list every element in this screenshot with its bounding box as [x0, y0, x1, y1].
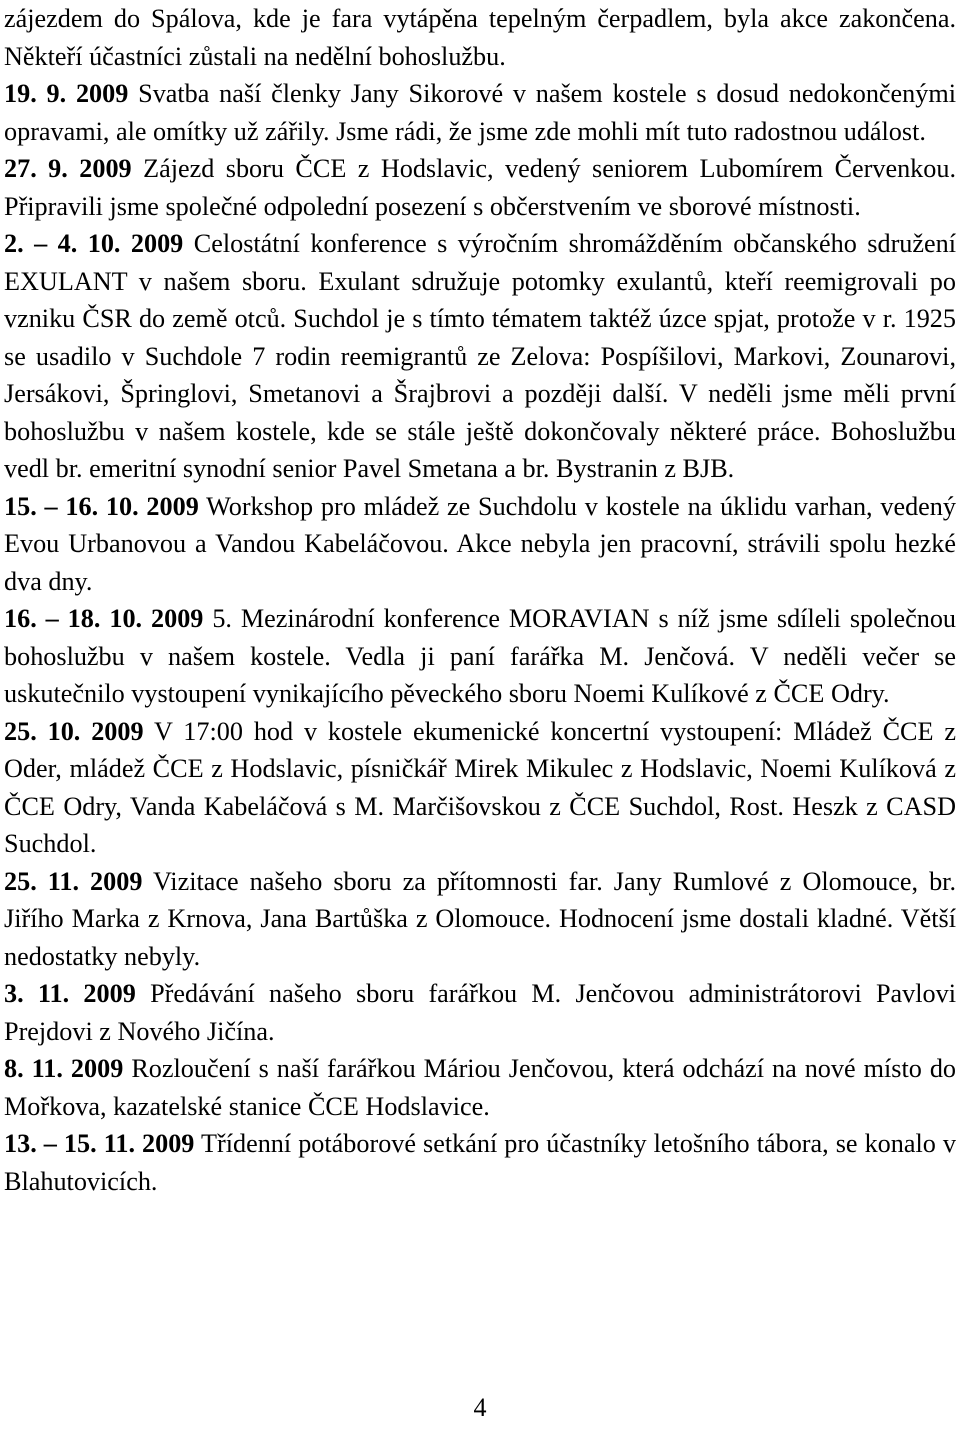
chronicle-entry — [4, 488, 956, 601]
chronicle-entry — [4, 600, 956, 713]
entry-date: 27. 9. 2009 — [4, 154, 132, 183]
entry-date: 2. – 4. 10. 2009 — [4, 229, 184, 258]
chronicle-entry — [4, 975, 956, 1050]
entry-text: Třídenní potáborové setkání pro účastníky letošního tábora, se konalo v Blahutovicích. — [4, 1129, 956, 1196]
chronicle-entry — [4, 713, 956, 863]
chronicle-entries — [4, 75, 956, 1200]
chronicle-entry — [4, 75, 956, 150]
entry-date: 16. – 18. 10. 2009 — [4, 604, 204, 633]
chronicle-entry — [4, 225, 956, 488]
entry-text: 5. Mezinárodní konference MORAVIAN s níž jsme sdíleli společnou bohoslužbu v našem kostele. Vedla ji paní farářka M. Jenčová. V neděli večer se uskutečnilo vystoupení vynikajícího pěveckého sboru Noemi Kulíkové z ČCE Odry. — [4, 604, 957, 708]
entry-text: Workshop pro mládež ze Suchdolu v kostele na úklidu varhan, vedený Evou Urbanovou a Vandou Kabeláčovou. Akce nebyla jen pracovní, strávili spolu hezké dva dny. — [4, 491, 956, 596]
entry-text: V 17:00 hod v kostele ekumenické koncertní vystoupení: Mládež ČCE z Oder, mládež ČCE z Hodslavic, písničkář Mirek Mikulec z Hodslavic, Noemi Kulíková z ČCE Odry, Vanda Kabeláčová s M. Marčišovskou z ČCE Suchdol, Rost. Heszk z CASD Suchdol. — [4, 716, 957, 858]
entry-date: 3. 11. 2009 — [4, 979, 136, 1008]
entry-date: 13. – 15. 11. 2009 — [4, 1129, 195, 1158]
entry-date: 8. 11. 2009 — [4, 1054, 124, 1083]
entry-date: 15. – 16. 10. 2009 — [4, 491, 199, 521]
entry-date: 19. 9. 2009 — [4, 79, 129, 108]
page-number: 4 — [473, 1393, 487, 1422]
chronicle-entry — [4, 1125, 956, 1200]
continuation-paragraph: zájezdem do Spálova, kde je fara vytápěna tepelným čerpadlem, byla akce zakončena. Někteří účastníci zůstali na nedělní bohoslužbu. — [4, 4, 956, 71]
entry-text: Zájezd sboru ČCE z Hodslavic, vedený seniorem Lubomírem Červenkou. Připravili jsme společné odpolední posezení s občerstvením ve sborové místnosti. — [4, 154, 957, 221]
chronicle-entry — [4, 150, 956, 225]
entry-text: Celostátní konference s výročním shromážděním občanského sdružení EXULANT v našem sboru. Exulant sdružuje potomky exulantů, kteří reemigrovali po vzniku ČSR do země otců. Suchdol je s tímto tématem taktéž úzce spjat, protože v r. 1925 se usadilo v Suchdole 7 rodin reemigrantů ze Zelova: Pospíšilovi, Markovi, Zounarovi, Jersákovi, Špringlovi, Smetanovi a Šrajbrovi a později další. V neděli jsme měli první bohoslužbu v našem kostele, kde se stále ještě dokončovaly některé práce. Bohoslužbu vedl br. emeritní synodní senior Pavel Smetana a br. Bystranin z BJB. — [4, 229, 956, 483]
entry-text: Rozloučení s naší farářkou Máriou Jenčovou, která odchází na nové místo do Mořkova, kazatelské stanice ČCE Hodslavice. — [4, 1054, 957, 1121]
entry-date: 25. 10. 2009 — [4, 716, 144, 746]
chronicle-entry — [4, 863, 956, 976]
entry-text: Svatba naší členky Jany Sikorové v našem kostele s dosud nedokončenými opravami, ale omítky už zářily. Jsme rádi, že jsme zde mohli mít tuto radostnou událost. — [4, 79, 957, 146]
entry-text: Předávání našeho sboru farářkou M. Jenčovou administrátorovi Pavlovi Prejdovi z Nového Jičína. — [4, 979, 957, 1046]
chronicle-entry — [4, 1050, 956, 1125]
entry-text: Vizitace našeho sboru za přítomnosti far. Jany Rumlové z Olomouce, br. Jiřího Marka z Krnova, Jana Bartůška z Olomouce. Hodnocení jsme dostali kladné. Větší nedostatky nebyly. — [4, 866, 956, 971]
entry-date: 25. 11. 2009 — [4, 866, 143, 896]
